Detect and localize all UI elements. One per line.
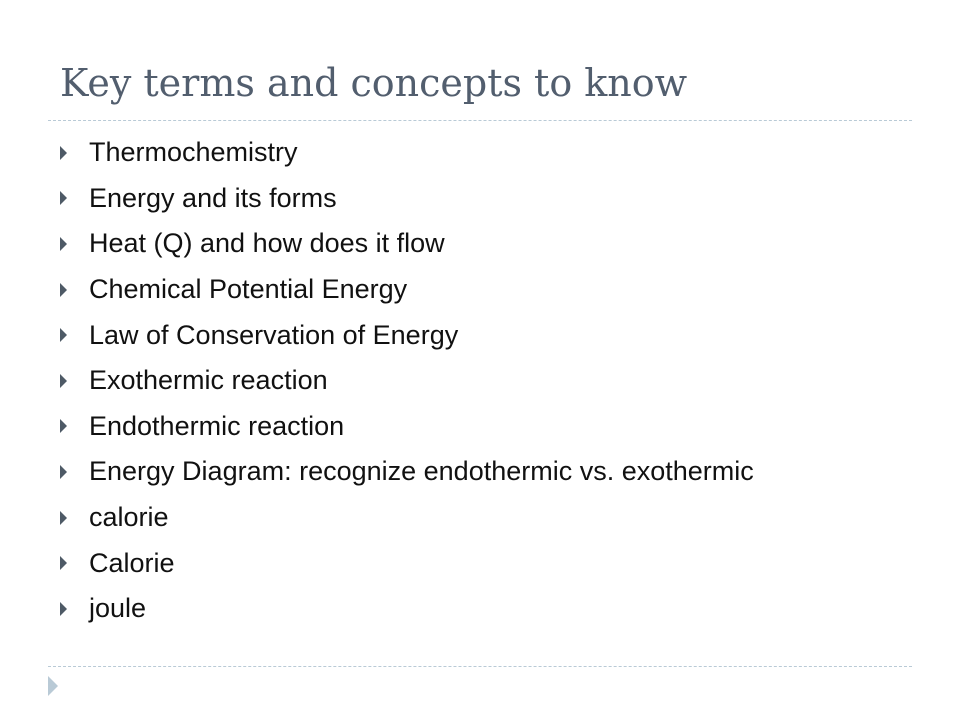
triangle-right-icon <box>60 146 67 160</box>
list-item <box>58 267 918 313</box>
bullet-text: Calorie <box>89 547 175 578</box>
footer-triangle-icon <box>48 676 58 696</box>
list-item <box>58 312 918 358</box>
bullet-text: Heat (Q) and how does it flow <box>89 228 445 259</box>
triangle-right-icon <box>60 328 67 342</box>
bullet-text: joule <box>89 593 147 624</box>
slide-title: Key terms and concepts to know <box>60 61 688 105</box>
list-item <box>58 586 918 632</box>
bullet-text: Exothermic reaction <box>89 365 328 396</box>
triangle-right-icon <box>60 283 67 297</box>
triangle-right-icon <box>60 237 67 251</box>
bottom-divider <box>48 666 912 667</box>
bullet-text: Energy and its forms <box>89 182 337 213</box>
bullet-text: Law of Conservation of Energy <box>89 319 459 350</box>
list-item <box>58 404 918 450</box>
triangle-right-icon <box>60 374 67 388</box>
bullet-text: Endothermic reaction <box>89 410 345 441</box>
list-item <box>58 130 918 176</box>
list-item <box>58 495 918 541</box>
triangle-right-icon <box>60 511 67 525</box>
list-item <box>58 176 918 222</box>
list-item <box>58 221 918 267</box>
top-divider <box>48 120 912 121</box>
triangle-right-icon <box>60 419 67 433</box>
bullet-list <box>58 130 918 632</box>
list-item <box>58 540 918 586</box>
list-item <box>58 358 918 404</box>
bullet-text: calorie <box>89 502 169 533</box>
bullet-text: Chemical Potential Energy <box>89 274 408 305</box>
list-item <box>58 449 918 495</box>
bullet-text: Energy Diagram: recognize endothermic vs. exothermic <box>89 456 754 487</box>
triangle-right-icon <box>60 602 67 616</box>
triangle-right-icon <box>60 556 67 570</box>
triangle-right-icon <box>60 465 67 479</box>
bullet-text: Thermochemistry <box>89 137 298 168</box>
triangle-right-icon <box>60 191 67 205</box>
